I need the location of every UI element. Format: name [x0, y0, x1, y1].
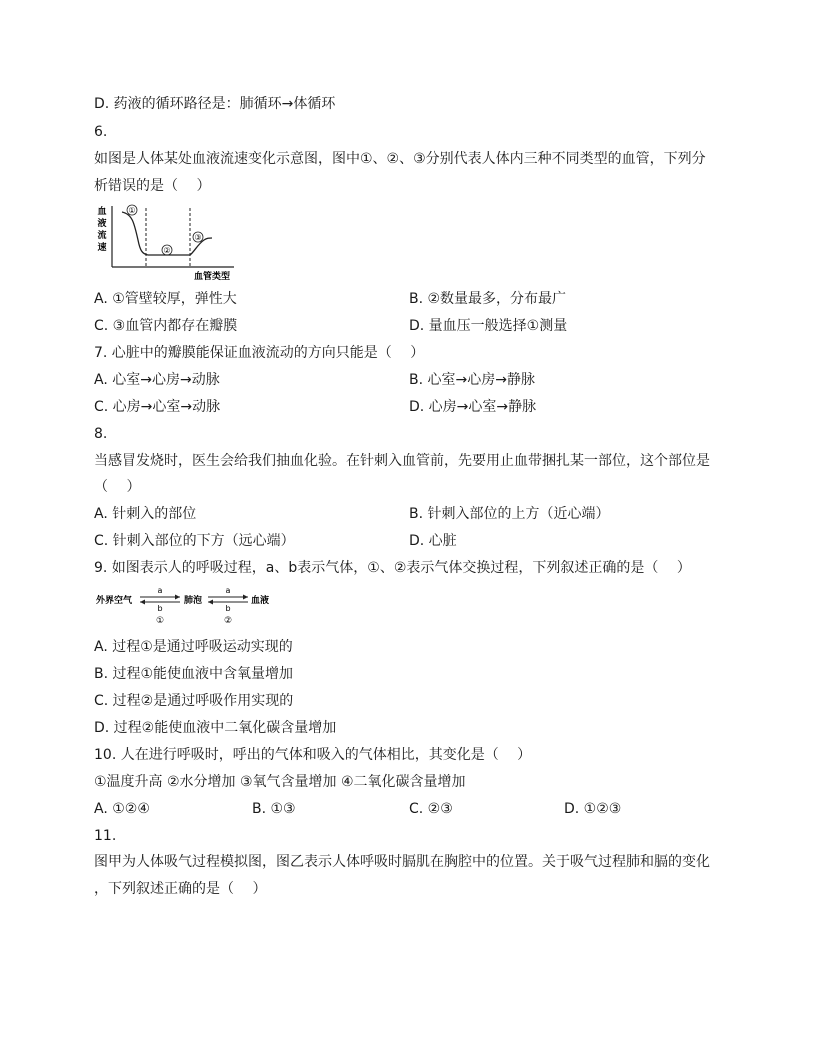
q8-option-b: B. 针刺入部位的上方（近心端） [409, 506, 610, 522]
q6-fig-mark-2: ② [163, 246, 171, 255]
q9-respiration-figure [94, 584, 284, 626]
q11-stem-line2: ，下列叙述正确的是（ ） [94, 881, 267, 897]
q7-option-d: D. 心房→心室→静脉 [409, 399, 537, 415]
q8-option-d: D. 心脏 [409, 533, 457, 549]
q6-fig-ylabel-1: 血 [97, 207, 107, 217]
q7-option-b: B. 心室→心房→静脉 [409, 372, 535, 388]
q10-items: ①温度升高 ②水分增加 ③氧气含量增加 ④二氧化碳含量增加 [94, 774, 466, 790]
q10-stem: 10. 人在进行呼吸时，呼出的气体和吸入的气体相比，其变化是（ ） [94, 747, 532, 763]
q6-option-b: B. ②数量最多，分布最广 [409, 291, 567, 307]
q6-fig-mark-1: ① [128, 206, 136, 215]
q7-option-a: A. 心室→心房→动脉 [94, 372, 220, 388]
q9-option-a: A. 过程①是通过呼吸运动实现的 [94, 639, 293, 655]
q8-number: 8. [94, 426, 108, 442]
q6-stem-line2: 析错误的是（ ） [94, 178, 211, 194]
q6-fig-mark-3: ③ [194, 233, 202, 242]
q8-stem-line2: （ ） [94, 479, 141, 495]
q10-option-c: C. ②③ [409, 801, 453, 817]
q6-fig-xlabel: 血管类型 [193, 272, 231, 282]
q9-fig-alveoli: 肺泡 [184, 596, 203, 606]
q10-option-d: D. ①②③ [564, 801, 622, 817]
q9-fig-arrowhead-b-1 [140, 600, 145, 605]
q6-stem-line1: 如图是人体某处血液流速变化示意图，图中①、②、③分别代表人体内三种不同类型的血管，下列分 [94, 151, 706, 167]
q5-option-d: D. 药液的循环路径是：肺循环→体循环 [94, 96, 336, 112]
q8-stem-line1: 当感冒发烧时，医生会给我们抽血化验。在针刺入血管前，先要用止血带捆扎某一部位，这个部位是 [94, 453, 710, 469]
q8-option-a: A. 针刺入的部位 [94, 506, 197, 522]
q6-option-d: D. 量血压一般选择①测量 [409, 318, 568, 334]
q9-fig-b-1: b [157, 604, 163, 613]
q6-option-a: A. ①管壁较厚，弹性大 [94, 291, 237, 307]
q9-fig-arrowhead-a-2 [243, 595, 248, 600]
q9-stem: 9. 如图表示人的呼吸过程，a、b表示气体，①、②表示气体交换过程，下列叙述正确的是（ ） [94, 560, 691, 576]
q9-fig-arrowhead-b-2 [208, 600, 213, 605]
q7-stem: 7. 心脏中的瓣膜能保证血液流动的方向只能是（ ） [94, 345, 425, 361]
q9-option-d: D. 过程②能使血液中二氧化碳含量增加 [94, 720, 337, 736]
q9-option-c: C. 过程②是通过呼吸作用实现的 [94, 693, 294, 709]
q6-number: 6. [94, 124, 108, 140]
q11-number: 11. [94, 828, 117, 844]
q9-fig-a-2: a [225, 586, 231, 595]
q9-fig-mark-1: ① [155, 616, 165, 626]
q6-blood-flow-figure [94, 200, 244, 282]
q9-fig-arrowhead-a-1 [175, 595, 180, 600]
q6-option-c: C. ③血管内都存在瓣膜 [94, 318, 238, 334]
q9-fig-a-1: a [157, 586, 163, 595]
q11-stem-line1: 图甲为人体吸气过程模拟图，图乙表示人体呼吸时膈肌在胸腔中的位置。关于吸气过程肺和膈的变化 [94, 854, 710, 870]
q10-option-a: A. ①②④ [94, 801, 150, 817]
q6-fig-ylabel-2: 液 [97, 219, 107, 229]
q7-option-c: C. 心房→心室→动脉 [94, 399, 221, 415]
q9-fig-outside-air: 外界空气 [96, 596, 133, 606]
q6-fig-ylabel-4: 速 [97, 243, 107, 253]
q10-option-b: B. ①③ [252, 801, 296, 817]
q8-option-c: C. 针刺入部位的下方（远心端） [94, 533, 295, 549]
q9-fig-b-2: b [225, 604, 231, 613]
q6-fig-ylabel-3: 流 [97, 231, 107, 241]
q9-option-b: B. 过程①能使血液中含氧量增加 [94, 666, 294, 682]
q9-fig-mark-2: ② [223, 616, 233, 626]
q9-fig-blood: 血液 [251, 596, 270, 606]
